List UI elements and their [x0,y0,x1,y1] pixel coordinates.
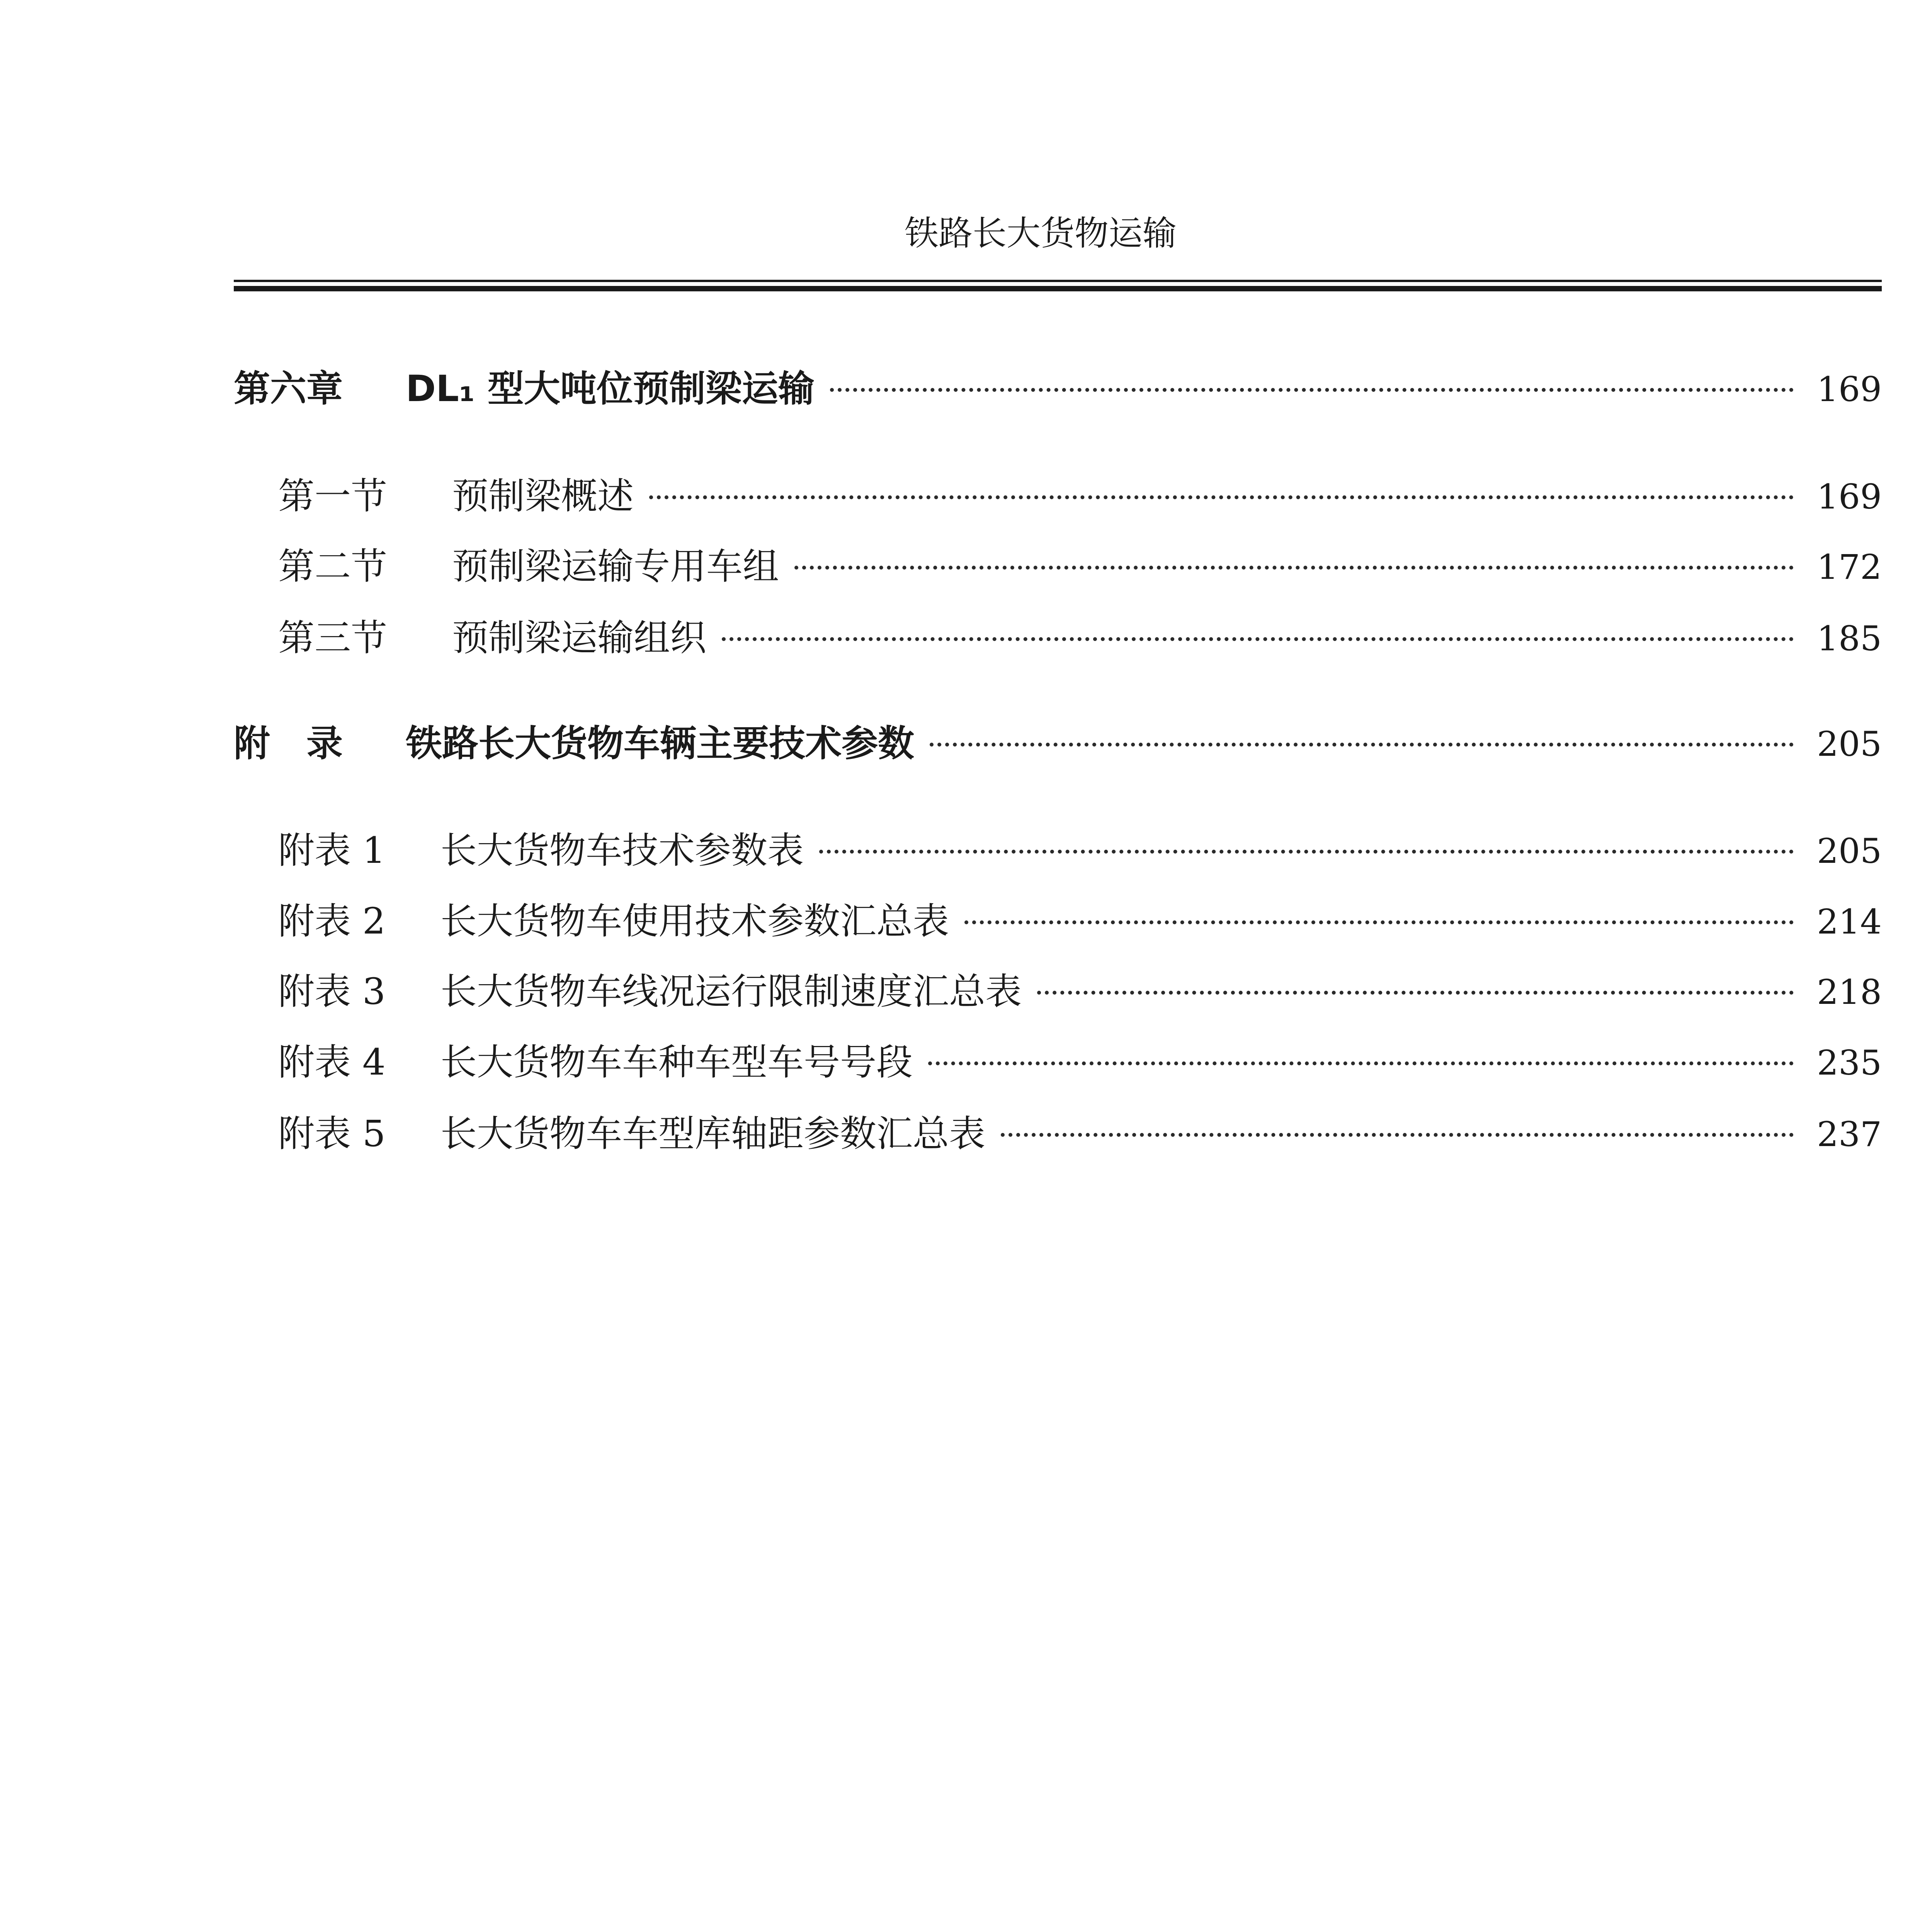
toc-entry-page: 205 [1817,724,1882,764]
toc-entry-appendix-table-3[interactable] [278,971,1882,1013]
toc-entry-label: 第一节 [278,475,388,517]
toc-entry-page: 237 [1817,1114,1882,1154]
dot-leader [819,850,1794,854]
dot-leader [1001,1133,1794,1137]
toc-entry-page: 185 [1817,619,1882,658]
toc-entry-page: 172 [1817,547,1882,587]
toc-entry-label: 第三节 [278,617,388,659]
toc-entry-label: 附表 4 [278,1041,386,1083]
toc-entry-section-3[interactable] [278,617,1882,659]
toc-entry-label: 附表 2 [278,900,386,942]
toc-entry-label: 附表 1 [278,830,386,872]
toc-entry-title: 预制梁概述 [452,475,634,517]
toc-entry-appendix-table-1[interactable] [278,830,1882,872]
toc-entry-label: 第二节 [278,546,388,588]
toc-entry-label: 附表 3 [278,971,386,1013]
toc-entry-page: 235 [1817,1043,1882,1083]
toc-entry-title: DL₁ 型大吨位预制梁运输 [406,368,815,410]
dot-leader [794,566,1794,570]
toc-entry-title: 铁路长大货物车辆主要技术参数 [406,723,915,765]
toc-entry-page: 169 [1817,369,1882,409]
toc-entry-chapter-6[interactable] [234,368,1882,410]
toc-entry-label: 附 录 [234,723,343,765]
toc-entry-page: 218 [1817,972,1882,1012]
toc-entry-appendix-table-4[interactable] [278,1041,1882,1083]
toc-entry-section-1[interactable] [278,475,1882,517]
running-header: 铁路长大货物运输 [904,213,1177,253]
dot-leader [928,1061,1794,1065]
dot-leader [722,637,1794,641]
toc-entry-title: 长大货物车车型库轴距参数汇总表 [440,1113,986,1155]
toc-entry-label: 附表 5 [278,1113,386,1155]
toc-entry-appendix[interactable] [234,723,1882,765]
toc-entry-title: 长大货物车技术参数表 [440,830,804,872]
dot-leader [649,495,1794,499]
dot-leader [1037,991,1794,995]
toc-entry-page: 169 [1817,477,1882,517]
dot-leader [930,743,1794,747]
toc-entry-label: 第六章 [234,368,343,410]
dot-leader [964,920,1794,924]
dot-leader [830,388,1794,392]
toc-entry-title: 预制梁运输组织 [452,617,707,659]
toc-entry-page: 214 [1817,902,1882,942]
toc-entry-section-2[interactable] [278,546,1882,588]
toc-entry-appendix-table-5[interactable] [278,1113,1882,1155]
toc-entry-title: 长大货物车使用技术参数汇总表 [440,900,949,942]
toc-entry-title: 预制梁运输专用车组 [452,546,779,588]
toc-entry-title: 长大货物车线况运行限制速度汇总表 [440,971,1022,1013]
toc-entry-appendix-table-2[interactable] [278,900,1882,942]
toc-entry-page: 205 [1817,831,1882,871]
toc-entry-title: 长大货物车车种车型车号号段 [440,1041,913,1083]
